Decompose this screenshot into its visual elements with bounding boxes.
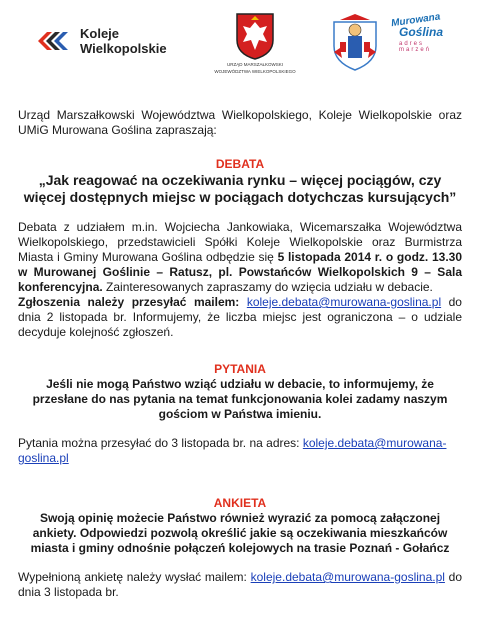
- debata-p1-bold: 5 listopada 2014 r. o godz. 13.30 w Murowanej Goślinie – Ratusz, pl. Powstańców Wielkopolskich 9 – Sala konferencyjna.: [18, 250, 463, 294]
- koleje-chevron-icon: [38, 28, 74, 54]
- urzad-caption-2: WOJEWÓDZTWA WIELKOPOLSKIEGO: [214, 69, 296, 74]
- pytania-p1-text: Pytania można przesyłać do 3 listopada br. na adres:: [18, 436, 303, 450]
- koleje-line1: Koleje: [80, 26, 120, 41]
- pytania-bold-text: Jeśli nie mogą Państwo wziąć udziału w debacie, to informujemy, że przesłane do nas pytania na temat funkcjonowania kolei zadamy naszym gościom w Państwa imieniu.: [32, 377, 448, 421]
- koleje-line2: Wielkopolskie: [80, 41, 167, 56]
- debata-p1-text: Debata z udziałem m.in. Wojciecha Jankowiaka, Wicemarszałka Województwa Wielkopolskiego, przedstawicieli Spółki Koleje Wielkopolskie oraz Burmistrza Miasta i Gminy Murowana Goślina odbędzie się: [18, 220, 462, 264]
- koleje-wielkopolskie-logo: [38, 26, 167, 56]
- murowana-goslina-crest-icon: [330, 12, 380, 72]
- debata-title: DEBATA: [215, 157, 265, 171]
- eagle-crest-icon: [235, 12, 275, 60]
- murowana-tagline: adres marzeń: [399, 41, 432, 53]
- urzad-caption-1: URZĄD MARSZAŁKOWSKI: [226, 62, 283, 67]
- ankieta-p1-text: Wypełnioną ankietę należy wysłać mailem:: [18, 570, 251, 584]
- murowana-goslina-logo: [390, 11, 453, 69]
- logo-bar: [0, 0, 479, 90]
- debata-p2-end: do dnia 2 listopada br. Informujemy, że liczba miejsc jest ograniczona – o udziale decyduje kolejność zgłoszeń.: [18, 295, 462, 339]
- debata-paragraph-2: [18, 295, 462, 340]
- pytania-paragraph: [18, 436, 462, 466]
- ankieta-paragraph: [18, 570, 462, 600]
- urzad-marszalkowski-logo: [214, 12, 296, 74]
- debata-headline: „Jak reagować na oczekiwania rynku – więcej pociągów, czy więcej dostępnych miejsc w pociągach dotychczas kursujących”: [23, 172, 457, 205]
- debata-p2-bold: Zgłoszenia należy przesyłać mailem:: [18, 295, 240, 309]
- intro-text: Urząd Marszałkowski Województwa Wielkopolskiego, Koleje Wielkopolskie oraz UMiG Murowana Goślina zapraszają:: [18, 108, 462, 137]
- debata-paragraph-1: [18, 220, 462, 295]
- murowana-line2: Goślina: [399, 25, 444, 39]
- debata-p1-end: Zainteresowanych zapraszamy do wzięcia udziału w debacie.: [102, 280, 433, 294]
- ankieta-p1-end: do dnia 3 listopada br.: [18, 570, 462, 599]
- murowana-line1: Murowana: [390, 11, 442, 30]
- ankieta-email-link[interactable]: koleje.debata@murowana-goslina.pl: [250, 570, 445, 584]
- pytania-title: PYTANIA: [214, 362, 266, 376]
- ankieta-bold-text: Swoją opinię możecie Państwo również wyrazić za pomocą załączonej ankiety. Odpowiedzi pozwolą określić jakie są oczekiwania mieszkańców miasta i gminy odnośnie połączeń kolejowych na trasie Poznań - Gołańcz: [30, 511, 450, 555]
- debata-email-link[interactable]: koleje.debata@murowana-goslina.pl: [246, 295, 442, 309]
- main-content: [18, 108, 462, 600]
- pytania-email-link[interactable]: koleje.debata@murowana-goslina.pl: [18, 436, 447, 465]
- ankieta-title: ANKIETA: [213, 496, 267, 510]
